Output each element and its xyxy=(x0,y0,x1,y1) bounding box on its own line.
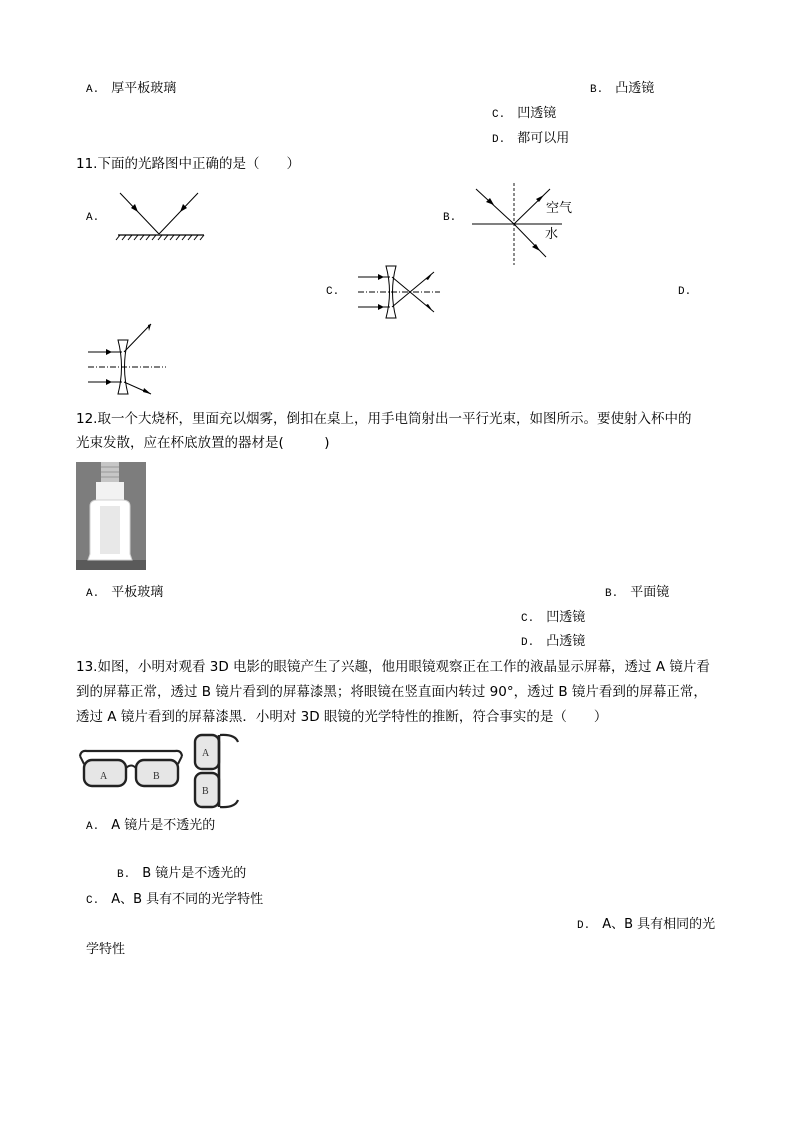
option-text: 凹透镜 xyxy=(517,106,557,121)
q11-b-air-label: 空气 xyxy=(546,201,573,216)
q12-stem-line2: 光束发散，应在杯底放置的器材是( ) xyxy=(76,435,330,451)
q13-option-d-continued: 学特性 xyxy=(86,942,126,957)
option-label: A. xyxy=(86,84,100,96)
option-label: C. xyxy=(492,109,506,121)
q12-option-a[interactable] xyxy=(86,584,163,603)
option-text: A 镜片是不透光的 xyxy=(111,818,216,833)
option-label: D. xyxy=(577,920,591,932)
q11-diagram-c[interactable] xyxy=(356,264,442,320)
q11-label-b[interactable]: B. xyxy=(443,212,457,224)
q13-stem-line2: 到的屏幕正常，透过 B 镜片看到的屏幕漆黑；将眼镜在竖直面内转过 90°，透过 B 镜片看到的屏幕正常， xyxy=(76,684,707,700)
q11-label-a[interactable]: A. xyxy=(86,212,100,224)
option-text: 厚平板玻璃 xyxy=(111,81,177,96)
lens-b-label: B xyxy=(202,786,209,797)
q13-option-a[interactable] xyxy=(86,817,215,836)
option-text: 凸透镜 xyxy=(546,634,586,649)
option-label: B. xyxy=(605,588,619,600)
option-label: B. xyxy=(117,869,131,881)
q10-option-b[interactable] xyxy=(590,80,654,99)
q12-option-d[interactable] xyxy=(521,633,585,652)
q13-option-d[interactable] xyxy=(577,916,715,935)
q11-diagram-a[interactable] xyxy=(110,188,210,240)
q13-option-c[interactable] xyxy=(86,891,263,910)
q10-option-c[interactable] xyxy=(492,105,556,124)
option-label: D. xyxy=(521,637,535,649)
option-text: 平板玻璃 xyxy=(111,585,164,600)
q11-label-d[interactable]: D. xyxy=(678,286,692,298)
option-label: A. xyxy=(86,588,100,600)
option-text: 都可以用 xyxy=(517,131,570,146)
q12-option-c[interactable] xyxy=(521,609,585,628)
lens-a-label: A xyxy=(100,771,108,782)
q12-option-b[interactable] xyxy=(605,584,669,603)
q11-stem: 11.下面的光路图中正确的是（ ） xyxy=(76,156,300,172)
q11-diagram-b[interactable] xyxy=(472,183,562,265)
option-text: 凸透镜 xyxy=(615,81,655,96)
q11-diagram-d[interactable] xyxy=(88,322,168,394)
option-text: 平面镜 xyxy=(630,585,670,600)
option-text: A、B 具有不同的光学特性 xyxy=(111,892,264,907)
q12-beaker-figure xyxy=(76,462,146,570)
option-text: 凹透镜 xyxy=(546,610,586,625)
q12-stem-line1: 12.取一个大烧杯，里面充以烟雾，倒扣在桌上，用手电筒射出一平行光束，如图所示。要使射入杯中的 xyxy=(76,411,692,427)
lens-b-label: B xyxy=(153,771,160,782)
q10-option-a[interactable] xyxy=(86,80,176,99)
option-label: C. xyxy=(521,613,535,625)
option-text: B 镜片是不透光的 xyxy=(142,866,247,881)
q13-glasses-rotated xyxy=(192,732,244,810)
option-label: A. xyxy=(86,821,100,833)
q13-stem-line3: 透过 A 镜片看到的屏幕漆黑．小明对 3D 眼镜的光学特性的推断，符合事实的是（ ） xyxy=(76,709,608,725)
q13-glasses-horizontal xyxy=(78,748,184,796)
q10-option-d[interactable] xyxy=(492,130,569,149)
option-text: A、B 具有相同的光 xyxy=(602,917,716,932)
q11-b-water-label: 水 xyxy=(545,227,559,242)
option-label: C. xyxy=(86,895,100,907)
q11-label-c[interactable]: C. xyxy=(326,286,340,298)
lens-a-label: A xyxy=(202,748,210,759)
option-label: D. xyxy=(492,134,506,146)
q13-stem-line1: 13.如图，小明对观看 3D 电影的眼镜产生了兴趣，他用眼镜观察正在工作的液晶显示屏幕，透过 A 镜片看 xyxy=(76,659,710,675)
option-label: B. xyxy=(590,84,604,96)
q13-option-b[interactable] xyxy=(117,865,246,884)
